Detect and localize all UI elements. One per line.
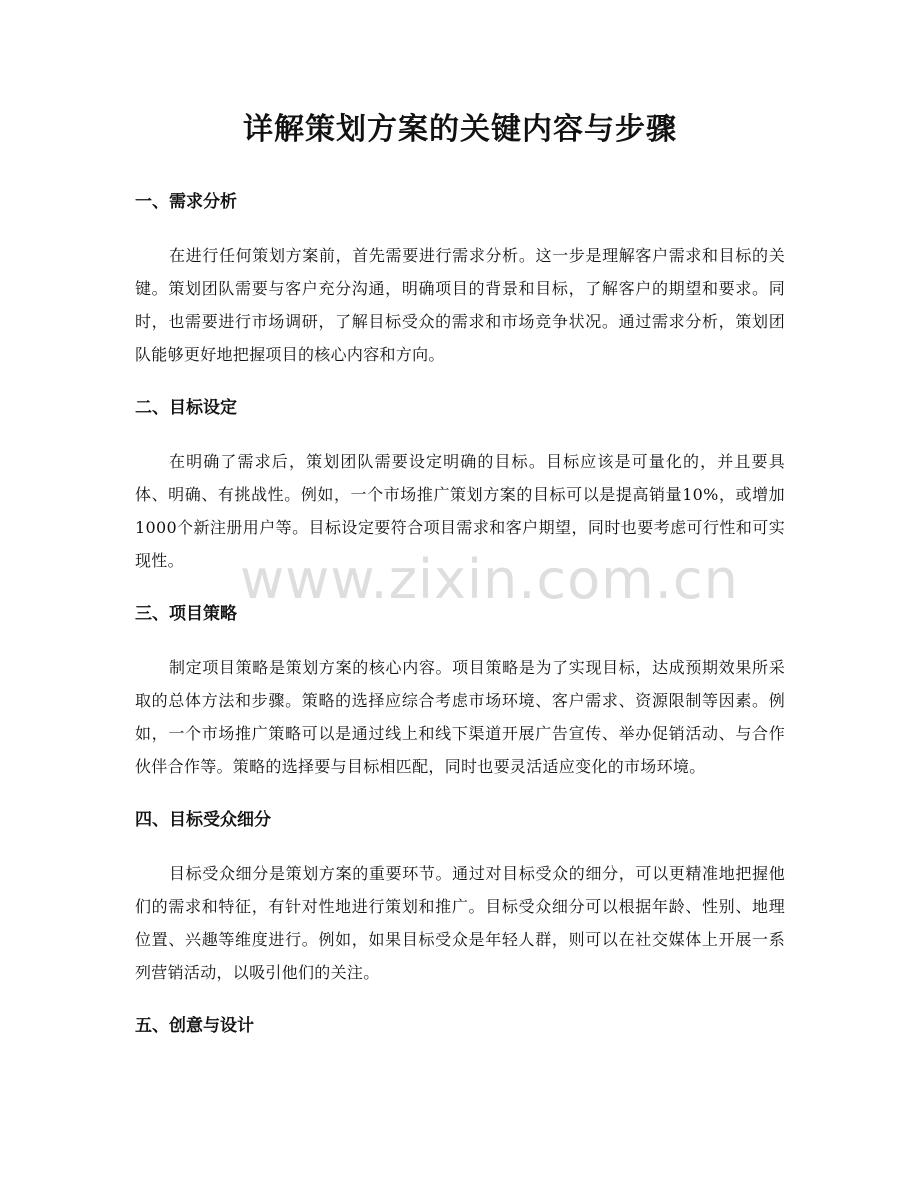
section-5 xyxy=(135,1009,785,1043)
section-heading: 二、目标设定 xyxy=(135,398,237,418)
section-heading: 四、目标受众细分 xyxy=(135,810,271,830)
document-title: 详解策划方案的关键内容与步骤 xyxy=(243,112,677,147)
section-heading: 五、创意与设计 xyxy=(135,1016,254,1036)
section-heading: 三、项目策略 xyxy=(135,604,237,624)
section-paragraph: 制定项目策略是策划方案的核心内容。项目策略是为了实现目标，达成预期效果所采取的总体方法和步骤。策略的选择应综合考虑市场环境、客户需求、资源限制等因素。例如，一个市场推广策略可以是通过线上和线下渠道开展广告宣传、举办促销活动、与合作伙伴合作等。策略的选择要与目标相匹配，同时也要灵活适应变化的市场环境。 xyxy=(135,658,785,776)
document-body xyxy=(135,185,785,1043)
section-3 xyxy=(135,597,785,783)
section-4 xyxy=(135,803,785,989)
watermark-text: www.zixin.com.cn xyxy=(240,548,739,611)
section-paragraph: 在进行任何策划方案前，首先需要进行需求分析。这一步是理解客户需求和目标的关键。策划团队需要与客户充分沟通，明确项目的背景和目标，了解客户的期望和要求。同时，也需要进行市场调研，了解目标受众的需求和市场竞争状况。通过需求分析，策划团队能够更好地把握项目的核心内容和方向。 xyxy=(135,246,785,364)
section-paragraph: 在明确了需求后，策划团队需要设定明确的目标。目标应该是可量化的，并且要具体、明确、有挑战性。例如，一个市场推广策划方案的目标可以是提高销量10%，或增加1000个新注册用户等。目标设定要符合项目需求和客户期望，同时也要考虑可行性和可实现性。 xyxy=(135,452,785,570)
section-paragraph: 目标受众细分是策划方案的重要环节。通过对目标受众的细分，可以更精准地把握他们的需求和特征，有针对性地进行策划和推广。目标受众细分可以根据年龄、性别、地理位置、兴趣等维度进行。例如，如果目标受众是年轻人群，则可以在社交媒体上开展一系列营销活动，以吸引他们的关注。 xyxy=(135,864,785,982)
section-1 xyxy=(135,185,785,371)
section-2 xyxy=(135,391,785,577)
section-heading: 一、需求分析 xyxy=(135,192,237,212)
